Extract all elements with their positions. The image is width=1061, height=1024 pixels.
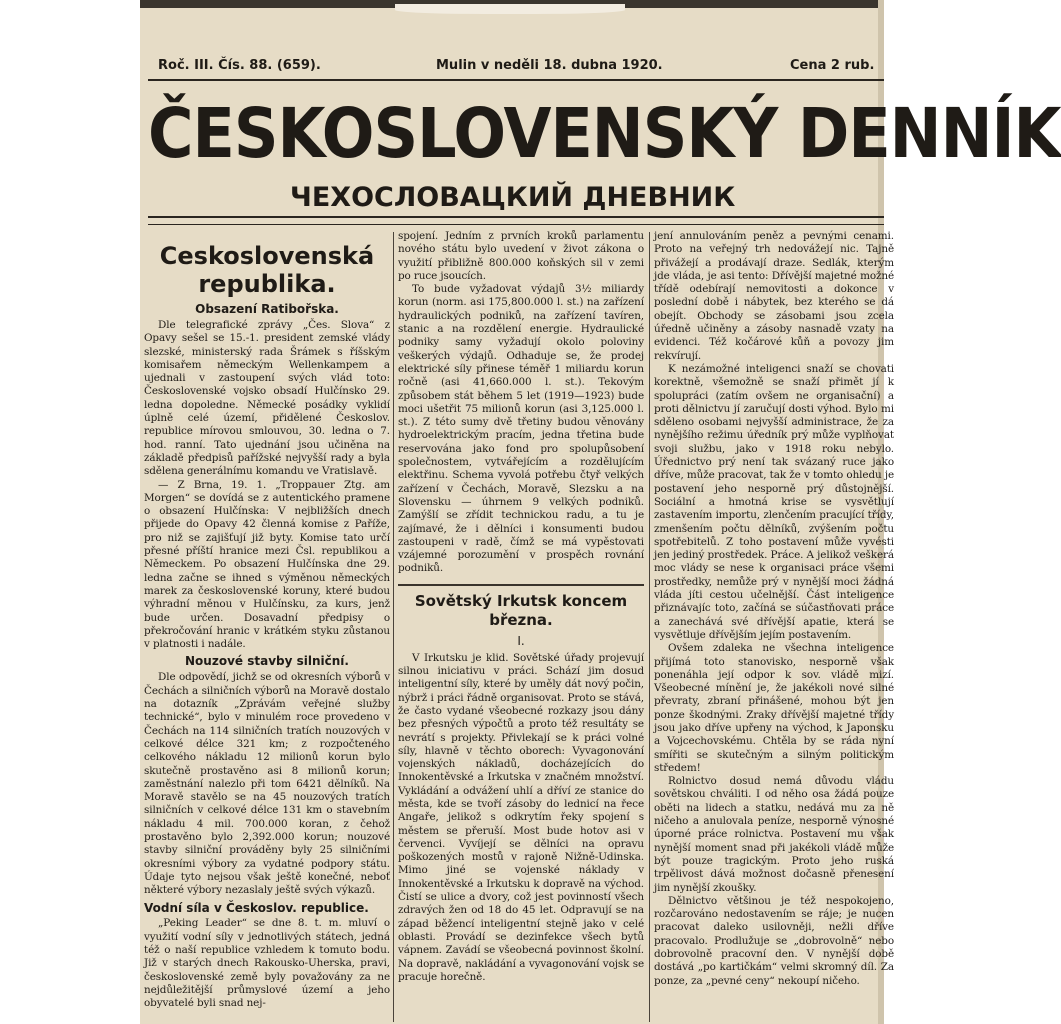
article-separator xyxy=(398,584,644,586)
paragraph: — Z Brna, 19. 1. „Troppauer Ztg. am Morgen“ se dovídá se z autentického pramene o obsazení Hulčínska: V nejbližších dnech přijede do Opavy 42 členná komise z Paříže, pro niž se zajišťují již byty. Komise tato určí přesné příští hranice mezi Čsl. republikou a Německem. Po obsazení Hulčínska dne 29. ledna začne se ihned s výměnou německých marek za československé koruny, které budou výhradní měnou v Hulčínsku, za kurs, jenž bude určen. Dosavadní předpisy o překročování hranic v krátkém styku zůstanou v platnosti i nadále. xyxy=(144,478,390,651)
paragraph: Dle odpovědí, jichž se od okresních výborů v Čechách a silničních výborů na Moravě dostalo na dotazník „Zprávám veřejné služby technické“, bylo v minulém roce provedeno v Čechách na 114 silničních tratích nouzových v celkové délce 321 km; z rozpočteného celkového nákladu 12 milionů korun bylo skutečně prostavěno asi 8 milionů korun; zaměstnání nalezlo při tom 6421 dělníků. Na Moravě stavělo se na 45 nouzových tratích silničních v celkové délce 131 km o stavebním nákladu 4 mil. 700.000 koran, z čehož prostavěno bylo 2,392.000 korun; nouzové stavby silniční prováděny byly 25 silničními okresními výbory za vydatné podpory státu. Údaje tyto nejsou však ještě konečné, neboť některé výbory nezaslaly ještě svých výkazů. xyxy=(144,671,390,897)
paragraph: Rolnictvo dosud nemá důvodu vládu sovětskou chváliti. I od něho osa žádá pouze oběti na lidech a statku, nedává mu za ně ničeho a anulovala peníze, nesporně výnosné úporné práce rolnictva. Postavení mu však nynější moment snad při jakékoli vládě může být pouze tragickým. Proto jeho ruská trpělivost dává možnost dočasně přenesení jim nynější zkoušky. xyxy=(654,775,894,894)
masthead-info-line xyxy=(158,58,898,76)
masthead-rule-thin xyxy=(148,224,884,225)
paragraph: K nezámožné inteligenci snaží se chovati korektně, všemožně se snaží přimět jí k spolupráci (zatím ovšem ne organisační) a proti dělnictvu jí zaručují dosti výhod. Bylo mi sděleno osobami nejvyšší administrace, že za nynějšího režimu úředník prý může vyplňovat svoji službu, jako v 1918 roku nebylo. Úřednictvo prý není tak svázaný ruce jako dříve, může pracovat, tak že v tomto ohledu je postavení jeho nesporně prý důstojnější. Sociální a hmotná krise se vysvětlují zastavením importu, zlenčením pracující třídy, zmenšením počtu dělníků, zvýšením počtu spotřebitelů. Z toho postavení může vyvésti jen jediný prostředek. Práce. A jelikož veškerá moc vlády se nese k organisaci práce všemi prostředky, nemůže prý v nynější moci žádná vláda jíti cestou učelnější. Část inteligence přiznávajíc toto, začíná se súčastňovati práce a zanechává své dřívější apatie, která se vysvětluje dřívějším jejím postavením. xyxy=(654,362,894,641)
column-divider-1 xyxy=(393,232,394,1022)
newspaper-subtitle-russian: ЧЕХОСЛОВАЦКИЙ ДНЕВНИК xyxy=(290,182,736,213)
price: Cena 2 rub. xyxy=(790,58,875,73)
paragraph: To bude vyžadovat výdajů 3½ miliardy korun (norm. asi 175,800.000 l. st.) na zařízení hydraulických podniků, na zařízení tavíren, stanic a na rozdělení energie. Hydraulické podniky samy vyžadují okolo poloviny veškerých výdajů. Odhaduje se, že prodej elektrické síly přinese téměř 1 miliardu korun ročně (asi 41,660.000 l. st.). Tekovým způsobem stát během 5 let (1919—1923) bude moci ušetřit 75 milionů korun (asi 3,125.000 l. st.). Z této sumy dvě třetiny budou věnovány hydroelektrickým pracím, jedna třetina bude reservována jako fond pro spolupůsobení společnostem, vytvářejícím a rozdělujícím elektřinu. Schema vyvolá potřebu čtyř velkých zařízení v Čechách, Moravě, Slezsku a na Slovensku — úhrnem 9 velkých podniků. Zamýšlí se zřídit technickou radu, a tu je zajímavé, že i dělníci i konsumenti budou zastoupeni v radě, čímž se má vypěstovati vzájemné porozumění v prospěch rovnání podniků. xyxy=(398,283,644,575)
newspaper-page xyxy=(140,0,1061,1024)
paragraph: Dělnictvo většinou je též nespokojeno, rozčarováno nedostavením se ráje; je nucen pracovat daleko usilovněji, nežli dříve pracovalo. Prodlužuje se „dobrovolně“ nebo dobrovolně pracovní den. V nynější době dostává „po kartičkám“ velmi skromný díl. Za ponze, za „pevné ceny“ nekoupí ničeho. xyxy=(654,894,894,987)
paragraph: V Irkutsku je klid. Sovětské úřady projevují silnou iniciativu v práci. Schází jim dosud inteligentní síly, které by uměly dát nový počin, nýbrž i práci řádně organisovat. Proto se stává, že často vydané všeobecné rozkazy jsou dány bez přesných výpočtů a proto též resultáty se nevrátí s projekty. Přivlekají se k práci volné síly, hlavně v těchto oborech: Vyvagonování vojenských nákladů, docházejících do Innokentěvské a Irkutska v značném množství. Vykládání a odvážení uhlí a dříví ze stanice do města, kde se tvoří zásoby do lednicí na řece Angaře, jelikož s odkrytím řeky spojení s městem se přeruší. Most bude hotov asi v červenci. Vyvíjejí se dělníci na opravu poškozených mostů v rajoně Nižně-Udinska. Mimo jiné se vojenské náklady v Innokentěvské a Irkutsku k dopravě na východ. Čistí se ulice a dvory, což jest povinností všech zdravých žen od 18 do 45 let. Odpravují se na západ běžencí inteligentní stejně jako v celé oblasti. Provádí se dezinfekce všech bytů vápnem. Zavádí se všeobecná povinnost školní. Na dopravě, nakládání a vyvagonování vojsk se pracuje horečně. xyxy=(398,651,644,983)
article-headline-republika: Ceskoslovenská republika. xyxy=(159,242,375,298)
newspaper-title: ČESKOSLOVENSKÝ DENNÍK xyxy=(148,93,1061,174)
paragraph: Ovšem zdaleka ne všechna inteligence přijímá toto stanovisko, nesporně však ponenáhla její odpor k sov. vládě mizí. Všeobecné mínění je, že jakékoli nové silné převraty, zbraní přinášené, mohou být jen ponze škodnými. Zraky dřívější majetné třídy jsou jako dříve upřeny na východ, k Japonsku a Vojcechovskému. Chtěla by se ráda nyní smířiti se skutečným a silným politickým středem! xyxy=(654,642,894,774)
paragraph: spojení. Jedním z prvních kroků parlamentu nového státu bylo uvedení v život zákona o využití přibližně 800.000 koňských sil v zemi po ruce jsoucích. xyxy=(398,230,644,282)
place-date: Mulin v neděli 18. dubna 1920. xyxy=(436,58,663,73)
subhead-vodni-sila: Vodní síla v Českoslov. republice. xyxy=(144,901,369,916)
paragraph: jení annulováním peněz a pevnými cenami. Proto na veřejný trh nedovážejí nic. Tajně přivážejí a prodávají draze. Sedlák, kterým jde vláda, je asi tento: Dřívější majetné možné třídě odebírají nemovitosti a dokonce v poslední době i nábytek, bez kterého se dá obejít. Obchody se zásobami jsou zcela úředně učiněny a zásoby nasnadě vzaty na evidenci. Též kočárové kůň a povozy jim rekvírují. xyxy=(654,230,894,362)
subhead-obsazeni: Obsazení Ratibořska. xyxy=(195,302,339,316)
paragraph: Dle telegrafické zprávy „Čes. Slova“ z Opavy sešel se 15.-1. president zemské vlády slezské, ministerský rada Šrámek s říšským komisařem německým Wellenkampem a ujednali v zastoupení svých vlád toto: Československé vojsko obsadí Hulčínsko 29. ledna dopoledne. Německé posádky vyklidí úplně celé území, přidělené Českoslov. republice mírovou smlouvou, 30. ledna o 7. hod. ranní. Tato ujednání jsou učiněna na základě předpisů pařížské nejvyšší rady a byla sdělena generálnímu komandu ve Vratislavě. xyxy=(144,319,390,478)
paragraph: „Peking Leader“ se dne 8. t. m. mluví o využití vodní síly v jednotlivých státech, jedná též o naší republice vzhledem k tomuto bodu. Již v starých dnech Rakousko-Uherska, pravi, československé země byly považovány za ne nejdůležitější průmyslové území a jeho obyvatelé byli snad nej- xyxy=(144,917,390,1010)
column-2 xyxy=(398,230,644,1024)
torn-edge xyxy=(395,4,625,14)
column-3 xyxy=(654,230,894,1024)
column-1 xyxy=(144,230,390,1024)
article-part-number: I. xyxy=(517,633,525,648)
masthead-rule-bottom xyxy=(148,216,884,218)
subhead-nouzove-stavby: Nouzové stavby silniční. xyxy=(185,654,349,669)
column-divider-2 xyxy=(649,232,650,1022)
article-headline-irkutsk: Sovětský Irkutsk koncem března. xyxy=(414,591,628,629)
volume-issue: Roč. III. Čís. 88. (659). xyxy=(158,58,321,73)
